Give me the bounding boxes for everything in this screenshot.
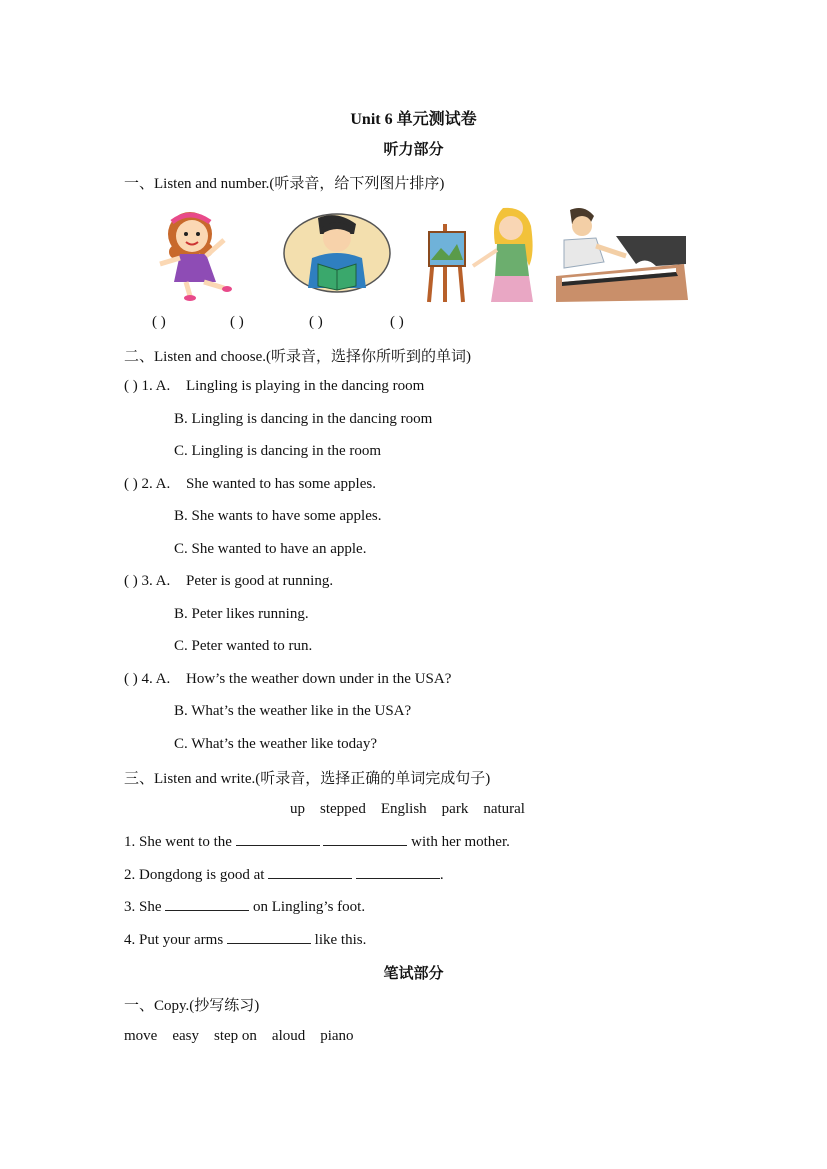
question-1-option-a: Lingling is playing in the dancing room — [186, 378, 425, 394]
listening-section-header: 听力部分 — [383, 142, 444, 158]
sentence-2-blank-2[interactable] — [356, 866, 440, 879]
sentence-2-end: . — [439, 867, 444, 883]
picture2-answer-blank[interactable]: ( ) — [230, 314, 244, 330]
copy-word: piano — [320, 1028, 354, 1044]
question-3-option-a: Peter is good at running. — [186, 573, 334, 589]
question-1-option-b: B. Lingling is dancing in the dancing room — [174, 411, 433, 427]
sentence-3-start: 3. She — [124, 899, 162, 915]
question-4-option-a: How’s the weather down under in the USA? — [186, 671, 452, 687]
part1-heading: 一、Listen and number.(听录音，给下列图片排序) — [124, 176, 445, 192]
word-bank-item: up — [290, 801, 305, 817]
question-2-option-c: C. She wanted to have an apple. — [174, 541, 367, 557]
sentence-3-blank[interactable] — [165, 898, 249, 911]
girl-painting-illustration — [425, 204, 540, 304]
question-2-option-a: She wanted to has some apples. — [186, 476, 376, 492]
writing-section-header: 笔试部分 — [383, 966, 444, 982]
word-bank — [290, 801, 525, 818]
copy-word: aloud — [271, 1028, 306, 1044]
word-bank-item: park — [441, 801, 469, 817]
word-bank-item: natural — [483, 801, 525, 817]
question-4-option-c: C. What’s the weather like today? — [174, 736, 377, 752]
question-2-prefix: ( ) 2. A. — [124, 476, 171, 492]
question-4-prefix: ( ) 4. A. — [124, 671, 171, 687]
picture4-answer-blank[interactable]: ( ) — [390, 314, 404, 330]
man-playing-piano-illustration — [556, 206, 688, 302]
question-3-option-b: B. Peter likes running. — [174, 606, 309, 622]
sentence-3 — [124, 898, 365, 916]
sentence-2 — [124, 866, 444, 884]
sentence-1 — [124, 833, 510, 851]
question-1-prefix: ( ) 1. A. — [124, 378, 171, 394]
sentence-2-blank-1[interactable] — [268, 866, 352, 879]
copy-word: step on — [213, 1028, 257, 1044]
question-4-option-b: B. What’s the weather like in the USA? — [174, 703, 412, 719]
copy-word: move — [124, 1028, 158, 1044]
part3-heading: 三、Listen and write.(听录音，选择正确的单词完成句子) — [124, 771, 491, 787]
sentence-2-start: 2. Dongdong is good at — [124, 867, 265, 883]
word-bank-item: stepped — [320, 801, 366, 817]
dancing-girl-illustration — [150, 204, 240, 302]
sentence-4 — [124, 931, 366, 949]
question-3-prefix: ( ) 3. A. — [124, 573, 171, 589]
picture1-answer-blank[interactable]: ( ) — [152, 314, 166, 330]
picture3-answer-blank[interactable]: ( ) — [309, 314, 323, 330]
sentence-3-end: on Lingling’s foot. — [253, 899, 366, 915]
sentence-1-blank-1[interactable] — [236, 833, 320, 846]
part2-heading: 二、Listen and choose.(听录音，选择你所听到的单词) — [124, 349, 472, 365]
boy-reading-book-illustration — [282, 212, 392, 294]
question-2-option-b: B. She wants to have some apples. — [174, 508, 382, 524]
copy-words — [124, 1028, 354, 1045]
sentence-1-end: with her mother. — [411, 834, 510, 850]
page-title: Unit 6 单元测试卷 — [350, 111, 477, 128]
sentence-4-blank[interactable] — [227, 931, 311, 944]
sentence-1-blank-2[interactable] — [323, 833, 407, 846]
copy-word: easy — [172, 1028, 199, 1044]
question-1-option-c: C. Lingling is dancing in the room — [174, 443, 382, 459]
sentence-4-start: 4. Put your arms — [124, 932, 224, 948]
sentence-4-end: like this. — [314, 932, 367, 948]
question-3-option-c: C. Peter wanted to run. — [174, 638, 313, 654]
sentence-1-start: 1. She went to the — [124, 834, 232, 850]
copy-heading: 一、Copy.(抄写练习) — [124, 998, 260, 1014]
word-bank-item: English — [380, 801, 427, 817]
